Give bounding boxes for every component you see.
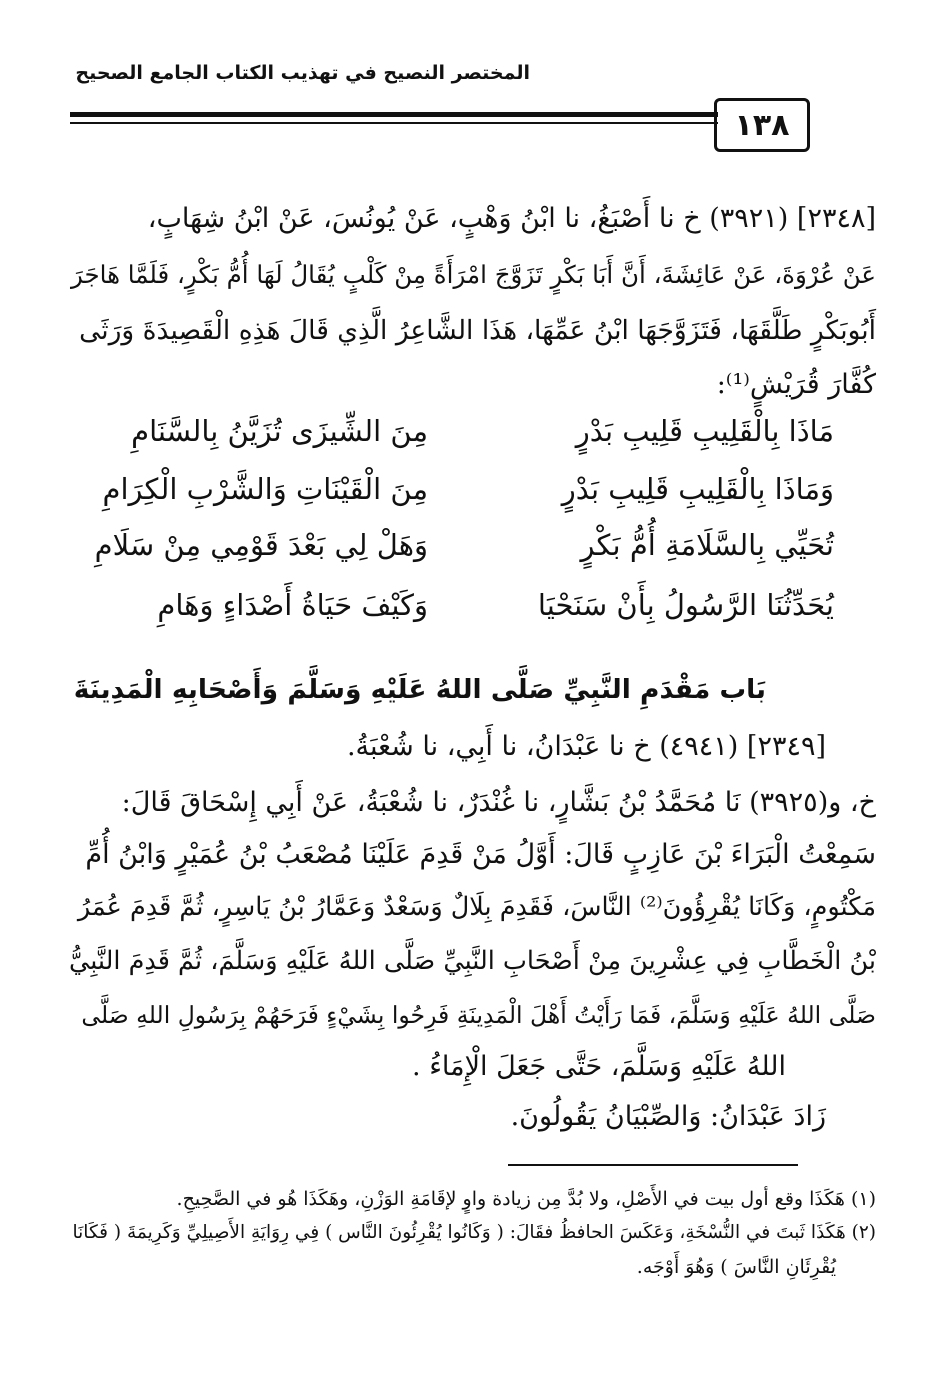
text-line: خ، و(٣٩٢٥) نَا مُحَمَّدُ بْنُ بَشَّارٍ، نا غُنْدَرٌ، نا شُعْبَةُ، عَنْ أَبِي إِسْحَاقَ قَالَ: (121, 787, 876, 818)
verse-second-half: مِنَ الشِّيزَى تُزَيَّنُ بِالسَّنَامِ (131, 414, 428, 448)
text-line: مَكْتُومٍ، وَكَانَا يُقْرِؤُونَ⁽²⁾ النَّاسَ، فَقَدِمَ بِلَالٌ وَسَعْدٌ وَعَمَّارُ بْنُ يَاسِرٍ، ثُمَّ قَدِمَ عُمَرُ (77, 892, 876, 922)
text-line: [٢٣٤٨] (٣٩٢١) خ نا أَصْبَغُ، نا ابْنُ وَهْبٍ، عَنْ يُونُسَ، عَنْ ابْنُ شِهَابٍ، (147, 203, 876, 234)
verse-second-half: مِنَ الْقَيْنَاتِ وَالشَّرْبِ الْكِرَامِ (102, 472, 428, 506)
footnote-1: (١) هَكَذَا وقع أول بيت في الأَصْلِ، ولا بُدَّ مِن زيادة واوٍ لإقَامَةِ الوَزْنِ، وهَكَذَا هُو في الصَّحِيحِ. (176, 1188, 876, 1210)
footnote-rule (508, 1164, 798, 1166)
footnote-2: (٢) هَكَذَا ثَبتَ في النُّسْخَةِ، وَعَكَسَ الحافظُ فقَالَ: ( وَكَانُوا يُقْرِئُونَ النَّاس ) فِي رِوَايَةِ الأَصِيلِيِّ وَكَرِيمَةَ ( فَكَانَا (72, 1222, 876, 1243)
header-rule-thin (70, 122, 718, 124)
text-line: كُفَّارَ قُرَيْشٍ⁽¹⁾: (716, 369, 876, 400)
text-line: سَمِعْتُ الْبَرَاءَ بْنَ عَازِبٍ قَالَ: أَوَّلُ مَنْ قَدِمَ عَلَيْنَا مُصْعَبُ بْنُ عُمَيْرٍ وَابْنُ أُمِّ (85, 839, 876, 870)
running-header-title: المختصر النصيح في تهذيب الكتاب الجامع الصحيح (75, 62, 530, 84)
verse-first-half: يُحَدِّثُنَا الرَّسُولُ بِأَنْ سَنَحْيَا (537, 588, 834, 622)
verse-second-half: وَهَلْ لِي بَعْدَ قَوْمِي مِنْ سَلَامِ (94, 528, 428, 562)
footnote-2-continued: يُقْرِئَانِ النَّاسَ ) وَهُوَ أَوْجَه. (636, 1256, 836, 1278)
text-line: اللهُ عَلَيْهِ وَسَلَّمَ، حَتَّى جَعَلَ الْإِمَاءُ . (412, 1051, 786, 1082)
text-line: أَبُوبَكْرٍ طَلَّقَهَا، فَتَزَوَّجَهَا ابْنُ عَمِّهَا، هَذَا الشَّاعِرُ الَّذِي قَالَ هَذِهِ الْقَصِيدَةَ وَرَثَى (79, 315, 876, 346)
header-rule-thick (70, 112, 718, 117)
text-line: عَنْ عُرْوَةَ، عَنْ عَائِشَةَ، أَنَّ أَبَا بَكْرٍ تَزَوَّجَ امْرَأَةً مِنْ كَلْبٍ يُقَالُ لَهَا أُمُّ بَكْرٍ، فَلَمَّا هَاجَرَ (70, 260, 876, 289)
page-number: ١٣٨ (734, 107, 790, 143)
verse-second-half: وَكَيْفَ حَيَاةُ أَصْدَاءٍ وَهَامِ (157, 588, 428, 622)
verse-first-half: مَاذَا بِالْقَلِيبِ قَلِيبِ بَدْرٍ (575, 414, 834, 448)
hadith-2349-isnad: [٢٣٤٩] (٤٩٤١) خ نا عَبْدَانُ، نا أَبِي، نا شُعْبَةُ. (346, 731, 826, 762)
verse-first-half: وَمَاذَا بِالْقَلِيبِ قَلِيبِ بَدْرٍ (561, 472, 834, 506)
text-line: زَادَ عَبْدَانُ: وَالصِّبْيَانُ يَقُولُونَ. (510, 1101, 826, 1132)
section-title: بَاب مَقْدَمِ النَّبِيِّ صَلَّى اللهُ عَلَيْهِ وَسَلَّمَ وَأَصْحَابِهِ الْمَدِينَةَ (73, 674, 766, 705)
text-line: بْنُ الْخَطَّابِ فِي عِشْرِينَ مِنْ أَصْحَابِ النَّبِيِّ صَلَّى اللهُ عَلَيْهِ وَسَلَّمَ، ثُمَّ قَدِمَ النَّبِيُّ (68, 946, 876, 976)
text-line: صَلَّى اللهُ عَلَيْهِ وَسَلَّمَ، فَمَا رَأَيْتُ أَهْلَ الْمَدِينَةِ فَرِحُوا بِشَيْءٍ فَرَحَهُمْ بِرَسُولِ اللهِ صَلَّى (81, 1001, 876, 1029)
verse-first-half: تُحَيِّي بِالسَّلَامَةِ أُمُّ بَكْرٍ (580, 528, 834, 562)
page-number-box (714, 98, 810, 152)
